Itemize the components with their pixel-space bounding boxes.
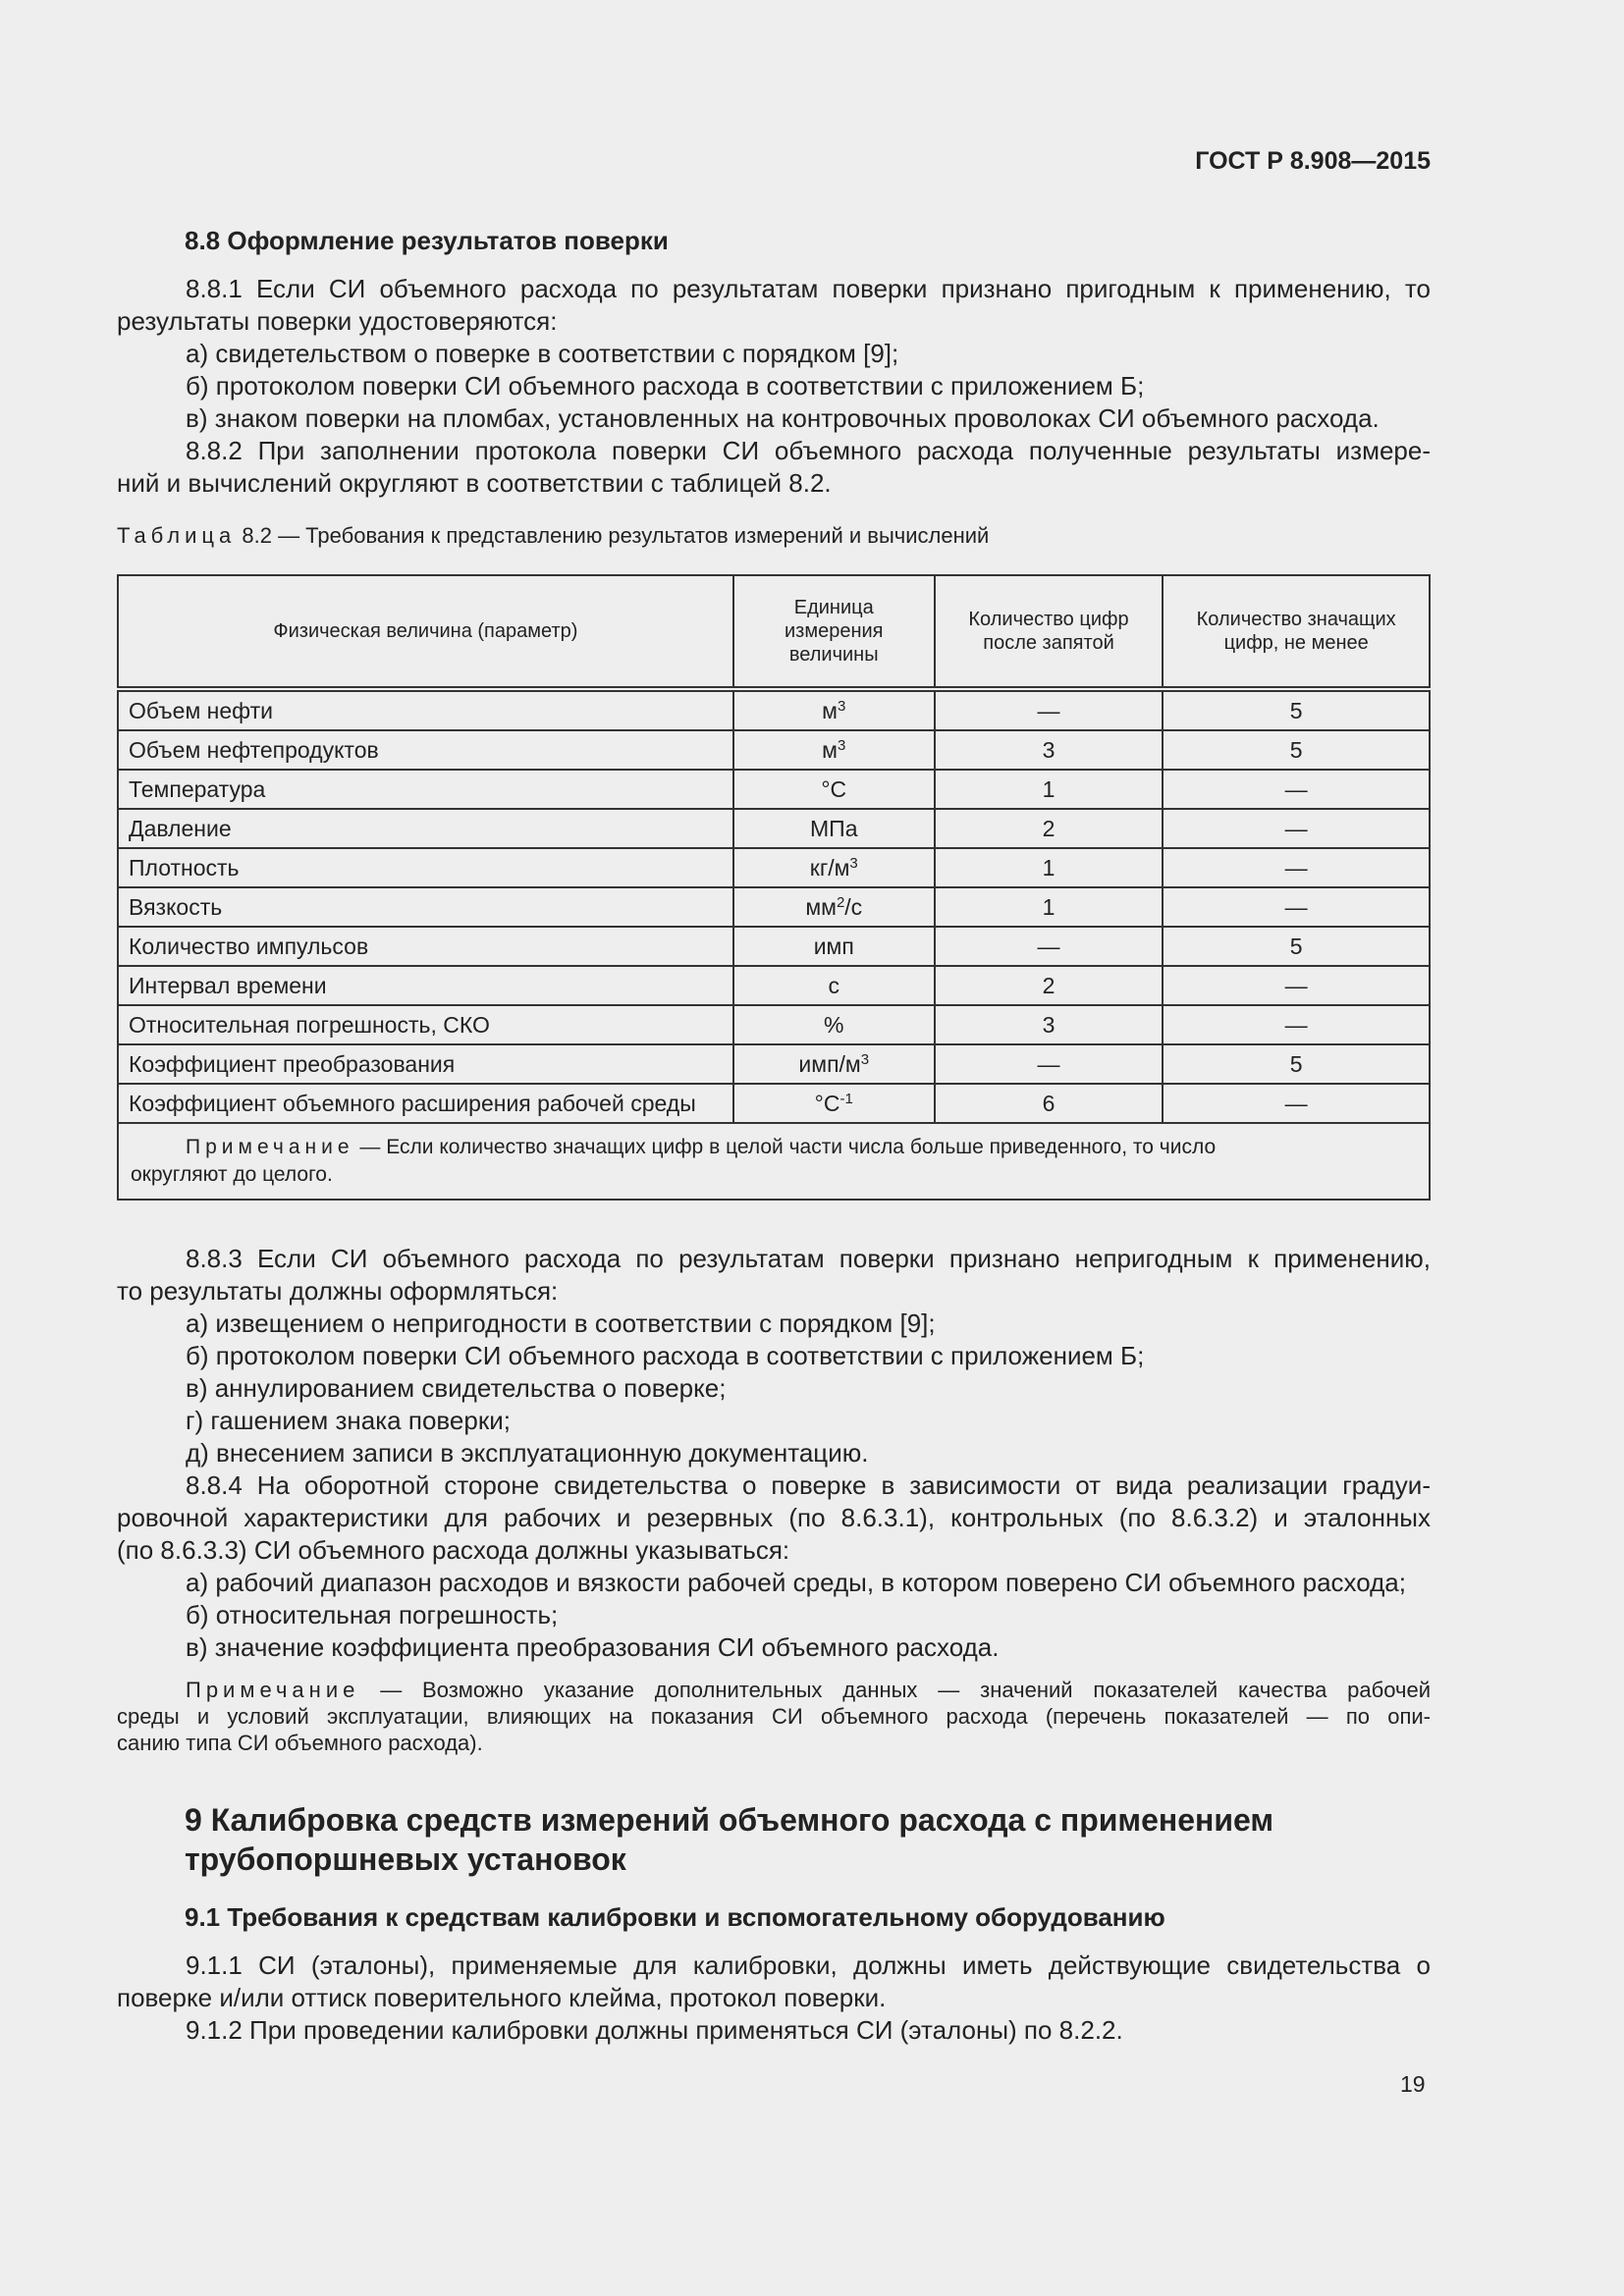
note-label: Примечание — [186, 1678, 360, 1702]
note-8-8-4-line2: среды и условий эксплуатации, влияющих на показания СИ объемного расхода (перечень показателей — по опи- — [117, 1704, 1431, 1729]
row-decimals: 2 — [935, 966, 1164, 1005]
paragraph-9-1-2: 9.1.2 При проведении калибровки должны применяться СИ (эталоны) по 8.2.2. — [186, 2015, 1123, 2045]
list-item: а) рабочий диапазон расходов и вязкости рабочей среды, в котором поверено СИ объемного расхода; — [186, 1568, 1406, 1597]
header-quantity: Физическая величина (параметр) — [118, 575, 733, 689]
page-number: 19 — [1400, 2071, 1426, 2097]
table-row — [118, 770, 1430, 809]
paragraph-8-8-3-line1: 8.8.3 Если СИ объемного расхода по результатам поверки признано непригодным к применению, — [186, 1244, 1431, 1273]
row-unit: $м^3$ — [733, 689, 935, 730]
paragraph-8-8-4-line3: (по 8.6.3.3) СИ объемного расхода должны указываться: — [117, 1535, 790, 1565]
row-significant: 5 — [1163, 1044, 1430, 1084]
list-item: д) внесением записи в эксплуатационную документацию. — [186, 1438, 869, 1468]
row-name: Относительная погрешность, СКО — [118, 1005, 733, 1044]
table-row — [118, 887, 1430, 927]
row-decimals: — — [935, 689, 1164, 730]
row-unit: МПа — [733, 809, 935, 848]
row-decimals: — — [935, 927, 1164, 966]
list-item: в) аннулированием свидетельства о поверке; — [186, 1373, 727, 1403]
results-table — [117, 574, 1431, 1201]
header-unit: Единица измерения величины — [733, 575, 935, 689]
row-name: Интервал времени — [118, 966, 733, 1005]
table-note — [118, 1123, 1430, 1200]
row-unit: с — [733, 966, 935, 1005]
row-unit: % — [733, 1005, 935, 1044]
table-row — [118, 1084, 1430, 1123]
list-item: б) протоколом поверки СИ объемного расхода в соответствии с приложением Б; — [186, 371, 1145, 400]
paragraph-8-8-4-line2: ровочной характеристики для рабочих и резервных (по 8.6.3.1), контрольных (по 8.6.3.2) и эталонных — [117, 1503, 1431, 1532]
row-name: Коэффициент объемного расширения рабочей среды — [118, 1084, 733, 1123]
list-item: в) значение коэффициента преобразования СИ объемного расхода. — [186, 1632, 1000, 1662]
paragraph-8-8-2-line1: 8.8.2 При заполнении протокола поверки СИ объемного расхода полученные результаты измере- — [186, 436, 1431, 465]
row-name: Коэффициент преобразования — [118, 1044, 733, 1084]
paragraph-9-1-1-line2: поверке и/или оттиск поверительного клейма, протокол поверки. — [117, 1983, 887, 2012]
table-caption-text: 8.2 — Требования к представлению результатов измерений и вычислений — [236, 523, 990, 548]
note-text: — Возможно указание дополнительных данных — значений показателей качества рабочей — [359, 1678, 1431, 1702]
row-unit: имп/$м^3$ — [733, 1044, 935, 1084]
table-note-line1: — Если количество значащих цифр в целой части числа больше приведенного, то число — [353, 1136, 1217, 1158]
section-9-title — [185, 1800, 1412, 1879]
paragraph-8-8-1-line2: результаты поверки удостоверяются: — [117, 306, 558, 336]
row-significant: — — [1163, 1005, 1430, 1044]
row-decimals: 1 — [935, 770, 1164, 809]
row-decimals: — — [935, 1044, 1164, 1084]
note-8-8-4-line3: санию типа СИ объемного расхода). — [117, 1731, 483, 1755]
list-item: б) протоколом поверки СИ объемного расхода в соответствии с приложением Б; — [186, 1341, 1145, 1370]
row-name: Давление — [118, 809, 733, 848]
table-note-line2: округляют до целого. — [131, 1163, 333, 1186]
row-unit: $м^3$ — [733, 730, 935, 770]
paragraph-8-8-2-line2: ний и вычислений округляют в соответствии с таблицей 8.2. — [117, 468, 832, 498]
table-row — [118, 1005, 1430, 1044]
row-name: Вязкость — [118, 887, 733, 927]
section-8-8-title: 8.8 Оформление результатов поверки — [185, 226, 669, 255]
row-decimals: 3 — [935, 730, 1164, 770]
row-name: Объем нефти — [118, 689, 733, 730]
row-name: Температура — [118, 770, 733, 809]
table-row — [118, 689, 1430, 730]
paragraph-9-1-1-line1: 9.1.1 СИ (эталоны), применяемые для калибровки, должны иметь действующие свидетельства о — [186, 1950, 1431, 1980]
row-unit: $кг/м^3$ — [733, 848, 935, 887]
table-header-row — [118, 575, 1430, 689]
table-row — [118, 730, 1430, 770]
row-significant: — — [1163, 887, 1430, 927]
list-item: г) гашением знака поверки; — [186, 1406, 511, 1435]
row-significant: — — [1163, 848, 1430, 887]
list-item: а) свидетельством о поверке в соответствии с порядком [9]; — [186, 339, 899, 368]
row-unit: $^\circ С^{-1}$ — [733, 1084, 935, 1123]
row-decimals: 3 — [935, 1005, 1164, 1044]
table-row — [118, 848, 1430, 887]
row-unit: °С — [733, 770, 935, 809]
row-unit: имп — [733, 927, 935, 966]
row-significant: 5 — [1163, 927, 1430, 966]
row-significant: — — [1163, 1084, 1430, 1123]
row-significant: 5 — [1163, 689, 1430, 730]
table-row — [118, 966, 1430, 1005]
list-item: а) извещением о непригодности в соответствии с порядком [9]; — [186, 1308, 936, 1338]
table-caption — [117, 523, 989, 549]
section-9-1-title: 9.1 Требования к средствам калибровки и вспомогательному оборудованию — [185, 1902, 1165, 1932]
document-header: ГОСТ Р 8.908—2015 — [1195, 147, 1431, 175]
row-unit: $мм^2/с$ — [733, 887, 935, 927]
row-decimals: 1 — [935, 848, 1164, 887]
section-9-title-line2: трубопоршневых установок — [185, 1842, 626, 1877]
row-name: Объем нефтепродуктов — [118, 730, 733, 770]
note-8-8-4-line1 — [117, 1677, 1431, 1703]
list-item: в) знаком поверки на пломбах, установленных на контровочных проволоках СИ объемного расхода. — [186, 403, 1380, 433]
list-item: б) относительная погрешность; — [186, 1600, 559, 1629]
paragraph-8-8-3-line2: то результаты должны оформляться: — [117, 1276, 559, 1306]
table-note-row — [118, 1123, 1430, 1200]
paragraph-8-8-1-line1: 8.8.1 Если СИ объемного расхода по результатам поверки признано пригодным к применению, то — [186, 274, 1431, 303]
row-significant: — — [1163, 770, 1430, 809]
row-decimals: 1 — [935, 887, 1164, 927]
table-note-label: Примечание — [186, 1136, 354, 1158]
row-name: Количество импульсов — [118, 927, 733, 966]
table-caption-label: Таблица — [117, 523, 237, 548]
row-decimals: 2 — [935, 809, 1164, 848]
section-9-title-line1: 9 Калибровка средств измерений объемного расхода с применением — [185, 1802, 1274, 1838]
table-row — [118, 809, 1430, 848]
row-significant: — — [1163, 809, 1430, 848]
row-name: Плотность — [118, 848, 733, 887]
table-row — [118, 927, 1430, 966]
row-decimals: 6 — [935, 1084, 1164, 1123]
paragraph-8-8-4-line1: 8.8.4 На оборотной стороне свидетельства о поверке в зависимости от вида реализации градуи- — [186, 1470, 1431, 1500]
table-row — [118, 1044, 1430, 1084]
header-significant: Количество значащих цифр, не менее — [1163, 575, 1430, 689]
header-decimals: Количество цифр после запятой — [935, 575, 1164, 689]
row-significant: 5 — [1163, 730, 1430, 770]
row-significant: — — [1163, 966, 1430, 1005]
